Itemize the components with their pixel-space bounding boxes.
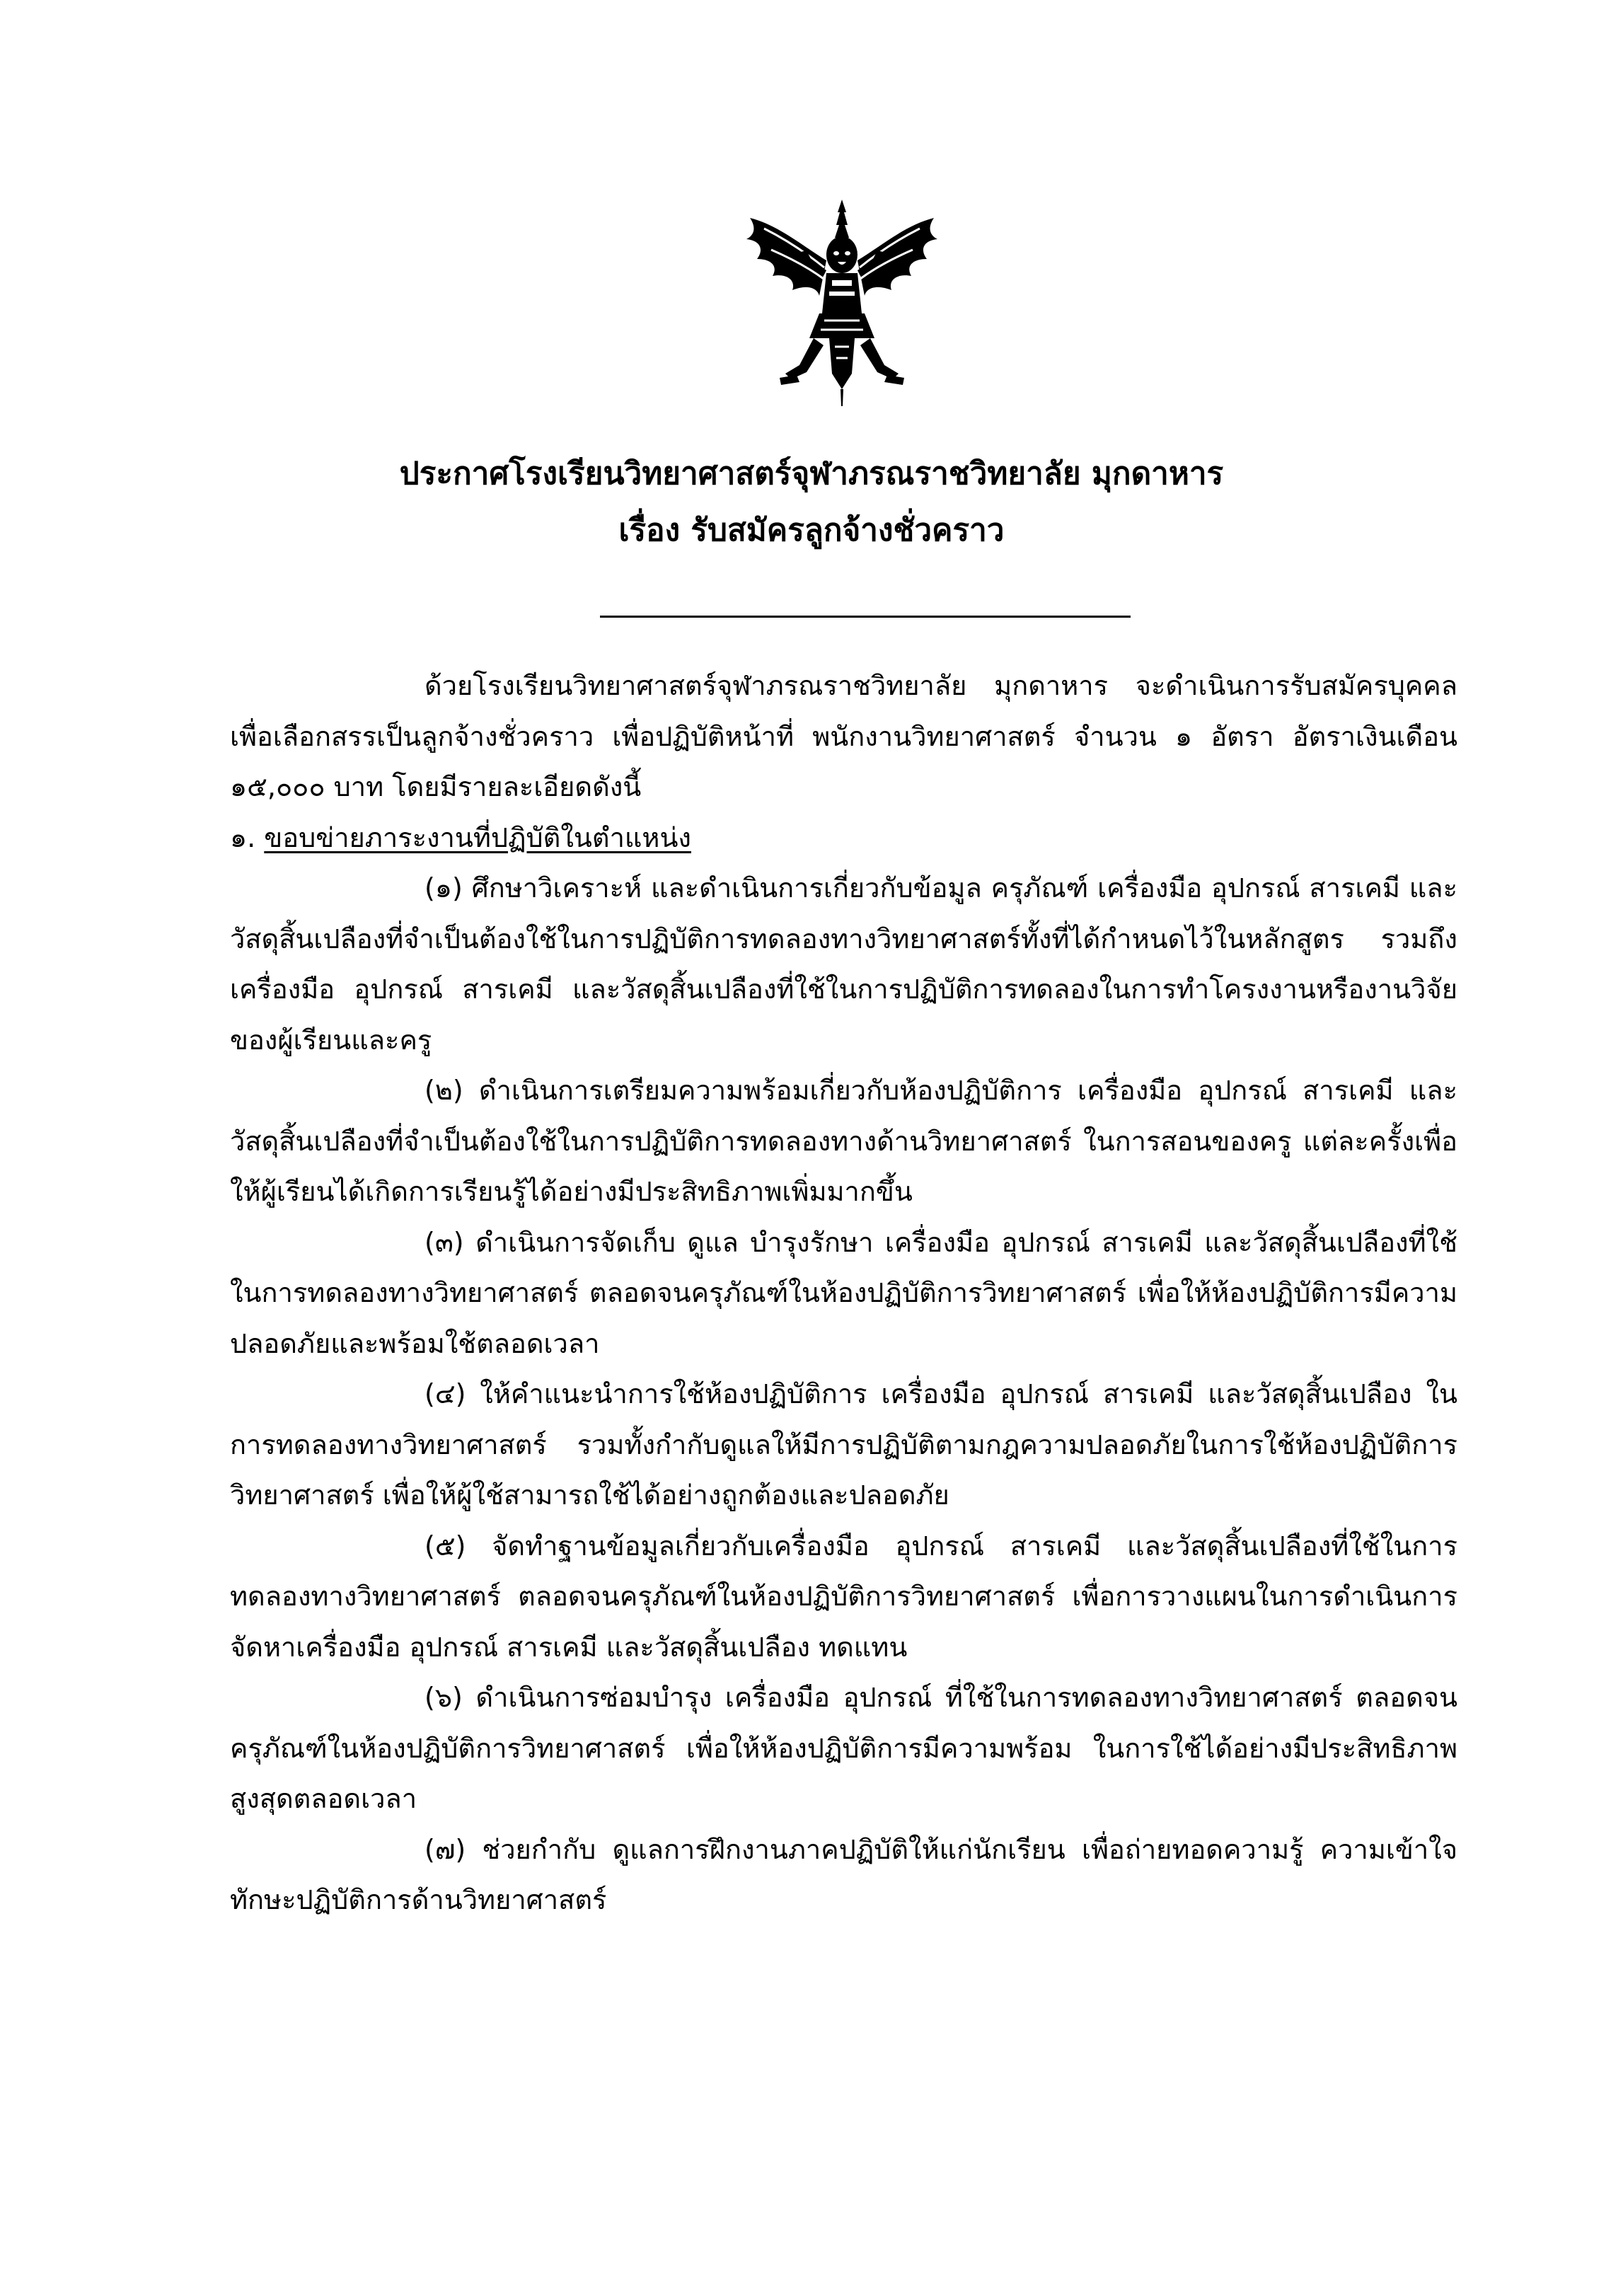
section-title: ขอบข่ายภาระงานที่ปฏิบัติในตำแหน่ง	[264, 821, 691, 853]
list-item: (๖) ดำเนินการซ่อมบำรุง เครื่องมือ อุปกรณ์ ที่ใช้ในการทดลองทางวิทยาศาสตร์ ตลอดจนครุภัณฑ์ในห้องปฏิบัติการวิทยาศาสตร์ เพื่อให้ห้องปฏิบัติการมีความพร้อม ในการใช้ได้อย่างมีประสิทธิภาพสูงสุดตลอดเวลา	[230, 1682, 1457, 1814]
list-item: (๓) ดำเนินการจัดเก็บ ดูแล บำรุงรักษา เครื่องมือ อุปกรณ์ สารเคมี และวัสดุสิ้นเปลืองที่ใช้ในการทดลองทางวิทยาศาสตร์ ตลอดจนครุภัณฑ์ในห้องปฏิบัติการวิทยาศาสตร์ เพื่อให้ห้องปฏิบัติการมีความปลอดภัยและพร้อมใช้ตลอดเวลา	[230, 1226, 1457, 1359]
section-number: ๑.	[230, 821, 256, 853]
list-item: (๑) ศึกษาวิเคราะห์ และดำเนินการเกี่ยวกับข้อมูล ครุภัณฑ์ เครื่องมือ อุปกรณ์ สารเคมี และวัสดุสิ้นเปลืองที่จำเป็นต้องใช้ในการปฏิบัติการทดลองทางวิทยาศาสตร์ทั้งที่ได้กำหนดไว้ในหลักสูตร รวมถึงเครื่องมือ อุปกรณ์ สารเคมี และวัสดุสิ้นเปลืองที่ใช้ในการปฏิบัติการทดลองในการทำโครงงานหรืองานวิจัยของผู้เรียนและครู	[230, 872, 1457, 1056]
list-item: (๗) ช่วยกำกับ ดูแลการฝึกงานภาคปฏิบัติให้แก่นักเรียน เพื่อถ่ายทอดความรู้ ความเข้าใจทักษะปฏิบัติการด้านวิทยาศาสตร์	[230, 1833, 1457, 1915]
garuda-emblem-icon	[736, 197, 948, 409]
list-item: (๔) ให้คำแนะนำการใช้ห้องปฏิบัติการ เครื่องมือ อุปกรณ์ สารเคมี และวัสดุสิ้นเปลือง ในการทดลองทางวิทยาศาสตร์ รวมทั้งกำกับดูแลให้มีการปฏิบัติตามกฎความปลอดภัยในการใช้ห้องปฏิบัติการวิทยาศาสตร์ เพื่อให้ผู้ใช้สามารถใช้ได้อย่างถูกต้องและปลอดภัย	[230, 1378, 1457, 1511]
section-heading	[230, 813, 1457, 864]
title-divider	[600, 616, 1131, 618]
page-title: ประกาศโรงเรียนวิทยาศาสตร์จุฬาภรณราชวิทยาลัย มุกดาหาร	[399, 456, 1224, 492]
page-subject: เรื่อง รับสมัครลูกจ้างชั่วคราว	[618, 512, 1005, 548]
list-item: (๒) ดำเนินการเตรียมความพร้อมเกี่ยวกับห้องปฏิบัติการ เครื่องมือ อุปกรณ์ สารเคมี และวัสดุสิ้นเปลืองที่จำเป็นต้องใช้ในการปฏิบัติการทดลองทางด้านวิทยาศาสตร์ ในการสอนของครู แต่ละครั้งเพื่อให้ผู้เรียนได้เกิดการเรียนรู้ได้อย่างมีประสิทธิภาพเพิ่มมากขึ้น	[230, 1075, 1457, 1207]
intro-paragraph: ด้วยโรงเรียนวิทยาศาสตร์จุฬาภรณราชวิทยาลัย มุกดาหาร จะดำเนินการรับสมัครบุคคล เพื่อเลือกสรรเป็นลูกจ้างชั่วคราว เพื่อปฏิบัติหน้าที่ พนักงานวิทยาศาสตร์ จำนวน ๑ อัตรา อัตราเงินเดือน ๑๕,๐๐๐ บาท โดยมีรายละเอียดดังนี้	[230, 670, 1457, 802]
document-body	[230, 661, 1457, 1926]
list-item: (๕) จัดทำฐานข้อมูลเกี่ยวกับเครื่องมือ อุปกรณ์ สารเคมี และวัสดุสิ้นเปลืองที่ใช้ในการทดลองทางวิทยาศาสตร์ ตลอดจนครุภัณฑ์ในห้องปฏิบัติการวิทยาศาสตร์ เพื่อการวางแผนในการดำเนินการจัดหาเครื่องมือ อุปกรณ์ สารเคมี และวัสดุสิ้นเปลือง ทดแทน	[230, 1530, 1457, 1663]
